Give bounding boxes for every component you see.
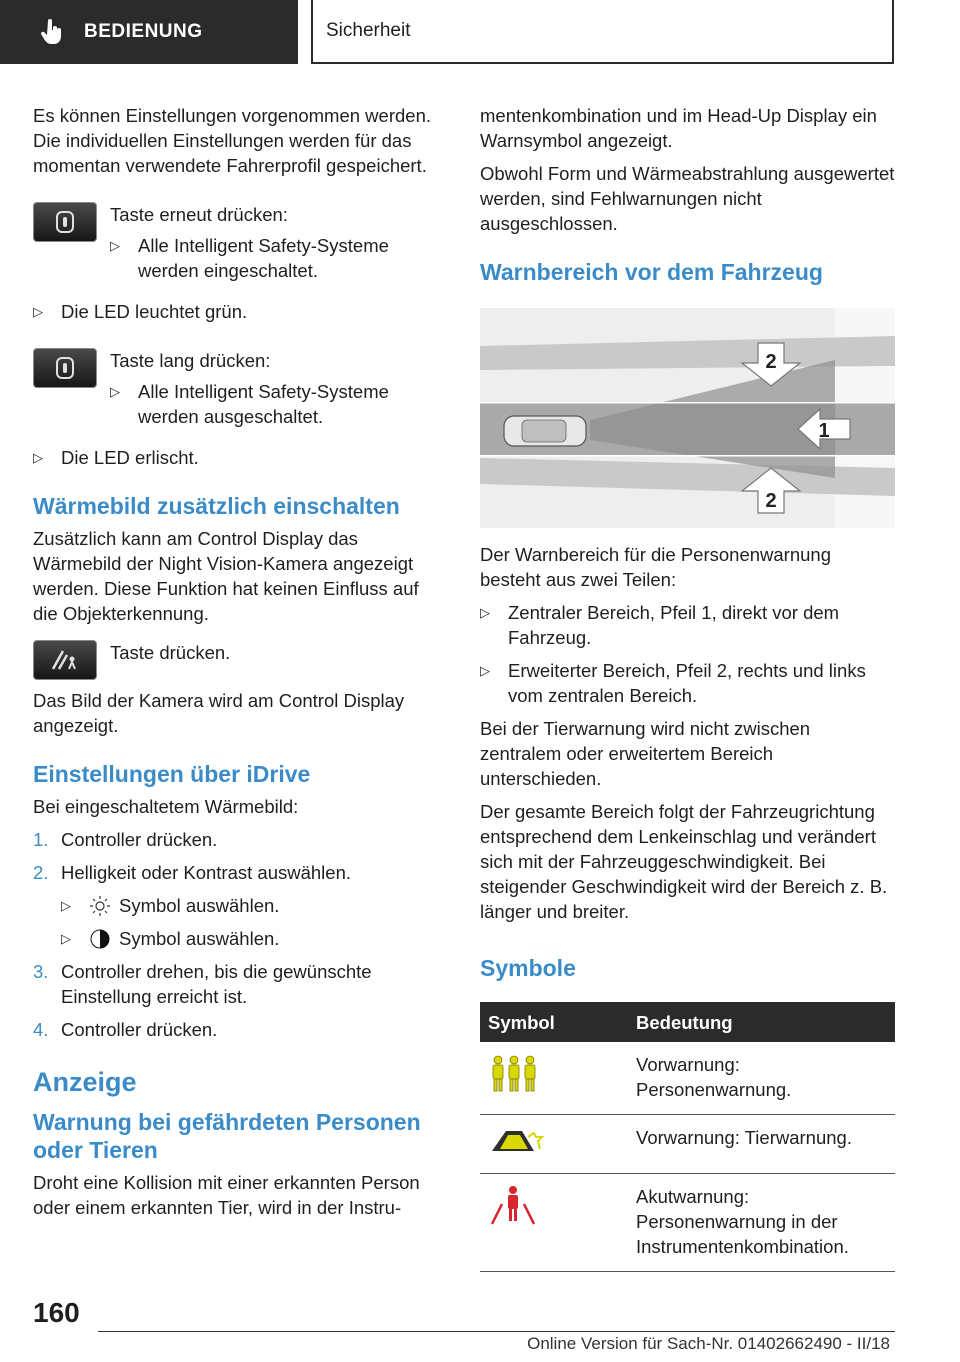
step-number: 4.	[33, 1019, 49, 1040]
arrow-label-2: 2	[765, 490, 777, 512]
warnung-paragraph: Droht eine Kollision mit einer erkannten Person oder einem erkannten Tier, wird in der Instru-	[33, 1172, 420, 1218]
page-header	[0, 0, 960, 66]
footer-divider	[98, 1331, 895, 1332]
bullet	[480, 600, 895, 650]
pedestrian-acute-warning-icon	[488, 1184, 538, 1228]
left-column	[33, 103, 445, 1228]
triangle-bullet-icon: ▷	[110, 384, 120, 399]
sub-bullet	[61, 893, 445, 918]
triangle-bullet-icon: ▷	[110, 238, 120, 253]
step-text: Controller drücken.	[61, 1019, 218, 1040]
row-meaning: Vorwarnung: Personenwarnung.	[628, 1042, 895, 1115]
step-text: Helligkeit oder Kontrast auswählen.	[61, 862, 351, 883]
thermal-paragraph: Zusätzlich kann am Control Display das Wärmebild der Night Vision-Kamera angezeigt werden. Diese Funktion hat keinen Einfluss auf die Objekterkennung.	[33, 528, 419, 624]
area-paragraph: Der Warnbereich für die Personenwarnung besteht aus zwei Teilen:	[480, 544, 831, 590]
triangle-bullet-icon: ▷	[33, 450, 43, 465]
step-number: 3.	[33, 961, 49, 982]
intro-paragraph: Es können Einstellungen vorgenommen werden. Die individuellen Einstellungen werden für das momentan verwendete Fahrerprofil gespeichert.	[33, 105, 431, 176]
continued-paragraph: mentenkombination und im Head-Up Display ein Warnsymbol angezeigt.	[480, 105, 877, 151]
heading-warning-area: Warnbereich vor dem Fahrzeug	[480, 259, 823, 285]
triangle-bullet-icon: ▷	[33, 304, 43, 319]
heading-thermal: Wärmebild zusätzlich einschalten	[33, 493, 400, 519]
safety-button-image	[33, 202, 97, 242]
pedestrian-prewarning-icon	[488, 1052, 540, 1096]
right-column	[480, 103, 895, 1272]
symbols-table	[480, 1002, 895, 1272]
bullet-text: Alle Intelligent Safety-Systeme werden ausgeschaltet.	[138, 381, 389, 427]
heading-symbole: Symbole	[480, 955, 576, 981]
heading-warnung: Warnung bei gefährdeten Personen oder Tieren	[33, 1109, 421, 1163]
chapter-tab	[0, 0, 298, 64]
idrive-intro: Bei eingeschaltetem Wärmebild:	[33, 796, 299, 817]
step-item	[33, 1017, 445, 1042]
key1-instruction: Taste erneut drücken:	[110, 204, 288, 225]
triangle-bullet-icon: ▷	[61, 898, 71, 913]
heading-idrive: Einstellungen über iDrive	[33, 761, 311, 787]
step-number: 2.	[33, 862, 49, 883]
step-number: 1.	[33, 829, 49, 850]
animal-paragraph: Bei der Tierwarnung wird nicht zwischen zentralem oder erweitertem Bereich unterschieden.	[480, 718, 811, 789]
sub-bullet	[61, 926, 445, 951]
contrast-icon	[89, 928, 111, 950]
step-text: Controller drehen, bis die gewünschte Einstellung erreicht ist.	[61, 961, 372, 1007]
sub-bullet-text: Symbol auswählen.	[119, 928, 280, 949]
heading-anzeige: Anzeige	[33, 1067, 137, 1097]
topic-title: Sicherheit	[326, 20, 411, 41]
camera-paragraph: Das Bild der Kamera wird am Control Display angezeigt.	[33, 690, 405, 736]
key-row-night-vision	[33, 640, 445, 680]
step-item	[33, 959, 445, 1009]
table-row	[480, 1042, 895, 1115]
safety-systems-icon	[54, 210, 76, 234]
bullet-text: Die LED leuchtet grün.	[61, 301, 248, 322]
bullet	[110, 233, 445, 283]
footer-online-version: Online Version für Sach-Nr. 01402662490 - II/18	[527, 1334, 890, 1353]
key2-instruction: Taste lang drücken:	[110, 350, 271, 371]
night-vision-button-image	[33, 640, 97, 680]
brightness-icon	[89, 895, 111, 917]
bullet-text: Alle Intelligent Safety-Systeme werden eingeschaltet.	[138, 235, 389, 281]
vehicle-icon	[504, 416, 586, 446]
safety-systems-icon	[54, 356, 76, 380]
triangle-bullet-icon: ▷	[480, 605, 490, 620]
row-meaning: Akutwarnung: Personenwarnung in der Instrumentenkombination.	[628, 1174, 895, 1272]
safety-button-image	[33, 348, 97, 388]
triangle-bullet-icon: ▷	[61, 931, 71, 946]
topic-box	[311, 0, 894, 64]
key-row-long-press	[33, 348, 445, 437]
arrow-label-2: 2	[765, 351, 777, 373]
arrow-label-1: 1	[818, 420, 830, 442]
col-header-symbol: Symbol	[480, 1002, 628, 1042]
page-number: 160	[33, 1297, 80, 1328]
step-text: Controller drücken.	[61, 829, 218, 850]
night-vision-icon	[50, 649, 80, 671]
bullet-text: Die LED erlischt.	[61, 447, 199, 468]
key3-instruction: Taste drücken.	[110, 642, 231, 663]
animal-prewarning-icon	[488, 1125, 544, 1155]
chapter-title: BEDIENUNG	[84, 21, 203, 42]
direction-paragraph: Der gesamte Bereich folgt der Fahrzeugrichtung entsprechend dem Lenkeinschlag und verändert sich mit der Fahrzeuggeschwindigkeit. Bei steigender Geschwindigkeit wird der Bereich z. B. länger und breiter.	[480, 801, 888, 922]
bullet-text: Erweiterter Bereich, Pfeil 2, rechts und links vom zentralen Bereich.	[508, 660, 866, 706]
false-warning-paragraph: Obwohl Form und Wärmeabstrahlung ausgewertet werden, sind Fehlwarnungen nicht ausgeschlossen.	[480, 163, 895, 234]
bullet	[480, 658, 895, 708]
bullet	[33, 299, 445, 324]
hand-pointer-icon	[40, 19, 64, 45]
warning-area-diagram	[480, 308, 895, 528]
step-item	[33, 860, 445, 885]
sub-bullet-text: Symbol auswählen.	[119, 895, 280, 916]
bullet-text: Zentraler Bereich, Pfeil 1, direkt vor dem Fahrzeug.	[508, 602, 840, 648]
bullet	[33, 445, 445, 470]
table-row	[480, 1115, 895, 1174]
col-header-meaning: Bedeutung	[628, 1002, 895, 1042]
key-row-press-again	[33, 202, 445, 291]
step-item	[33, 827, 445, 852]
table-row	[480, 1174, 895, 1272]
row-meaning: Vorwarnung: Tierwarnung.	[628, 1115, 895, 1174]
table-header-row	[480, 1002, 895, 1042]
triangle-bullet-icon: ▷	[480, 663, 490, 678]
bullet	[110, 379, 445, 429]
